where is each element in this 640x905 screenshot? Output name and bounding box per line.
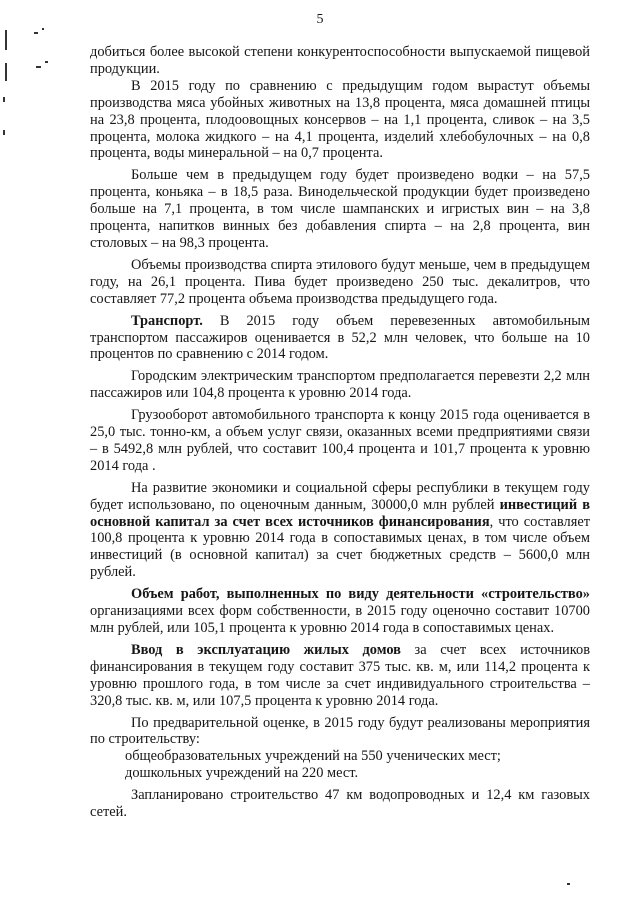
list-item-schools: общеобразовательных учреждений на 550 ученических мест;	[125, 748, 501, 765]
transport-text: В 2015 году объем перевезенных автомобильным транспортом пассажиров оценивается в 52,2 млн человек, что больше на 10 процентов по сравнению с 2014 годом.	[90, 312, 590, 363]
construction-bold: Объем работ, выполненных по виду деятельности «строительство»	[131, 586, 590, 603]
paragraph-transport	[90, 313, 590, 364]
list-item-kindergartens: дошкольных учреждений на 220 мест.	[125, 765, 359, 782]
margin-mark	[5, 63, 7, 81]
page-number: 5	[316, 12, 324, 27]
paragraph-housing	[90, 642, 590, 710]
paragraph-construction-volume	[90, 586, 590, 637]
paragraph-electric-transport: Городским электрическим транспортом предполагается перевезти 2,2 млн пассажиров или 104,8 процента к уровню 2014 года.	[90, 368, 590, 402]
transport-heading: Транспорт.	[131, 312, 203, 329]
paragraph-networks: Запланировано строительство 47 км водопроводных и 12,4 км газовых сетей.	[90, 787, 590, 821]
margin-mark	[567, 883, 570, 885]
housing-bold: Ввод в эксплуатацию жилых домов	[131, 641, 401, 658]
paragraph-alcohol-production: Больше чем в предыдущем году будет произведено водки – на 57,5 процента, коньяка – в 18,5 раза. Винодельческой продукции будет произведено больше на 7,1 процента, в том числе шампанских и игристых вин – на 3,8 процента, напитков винных без добавления спирта – на 2,8 процента, вин столовых – на 98,3 процента.	[90, 167, 590, 251]
paragraph-construction-plans: По предварительной оценке, в 2015 году будут реализованы мероприятия по строительству:	[90, 714, 590, 748]
margin-mark	[3, 130, 5, 135]
margin-mark	[3, 97, 5, 102]
margin-mark	[45, 61, 48, 63]
investment-text-a: На развитие экономики и социальной сферы республики в текущем году будет использовано, по оценочным данным, 30000,0 млн рублей	[90, 479, 590, 513]
investment-bold: инвестиций в основной капитал за счет всех источников финансирования	[90, 496, 590, 530]
investment-text-b: , что составляет 100,8 процента к уровню 2014 года в сопоставимых ценах, в том числе объем инвестиций (в основной капитал) за счет бюджетных средств – 5600,0 млн рублей.	[90, 513, 590, 581]
paragraph-spirit-beer: Объемы производства спирта этилового будут меньше, чем в предыдущем году, на 26,1 процента. Пива будет произведено 250 тыс. декалитров, что составляет 77,2 процента объема производства предыдущего года.	[90, 256, 590, 307]
margin-mark	[42, 28, 44, 30]
housing-text: за счет всех источников финансирования в текущем году составит 375 тыс. кв. м, или 114,2 процента к уровню прошлого года, в том числе за счет индивидуального строительства – 320,8 тыс. кв. м, или 107,5 процента к уровню 2014 года.	[90, 641, 590, 709]
paragraph-investment	[90, 480, 590, 581]
document-body	[90, 44, 590, 826]
paragraph-freight-communication: Грузооборот автомобильного транспорта к концу 2015 года оценивается в 25,0 тыс. тонно-км, а объем услуг связи, оказанных всеми предприятиями связи – в 5492,8 млн рублей, что составит 100,4 процента и 101,7 процента к уровню 2014 года .	[90, 407, 590, 474]
construction-text: организациями всех форм собственности, в 2015 году оценочно составит 10700 млн рублей, или 105,1 процента к уровню 2014 года в сопоставимых ценах.	[90, 603, 590, 636]
margin-mark	[5, 30, 7, 50]
paragraph-meat-production: В 2015 году по сравнению с предыдущим годом вырастут объемы производства мяса убойных животных на 13,8 процента, мяса домашней птицы на 23,8 процента, плодоовощных консервов – на 1,1 процента, сливок – на 3,5 процента, молока жидкого – на 4,1 процента, изделий хлебобулочных – на 0,8 процента, воды минеральной – на 0,7 процента.	[90, 77, 590, 162]
paragraph-food-competitiveness: добиться более высокой степени конкурентоспособности выпускаемой пищевой продукции.	[90, 44, 590, 77]
margin-mark	[34, 32, 38, 34]
margin-mark	[36, 66, 41, 68]
